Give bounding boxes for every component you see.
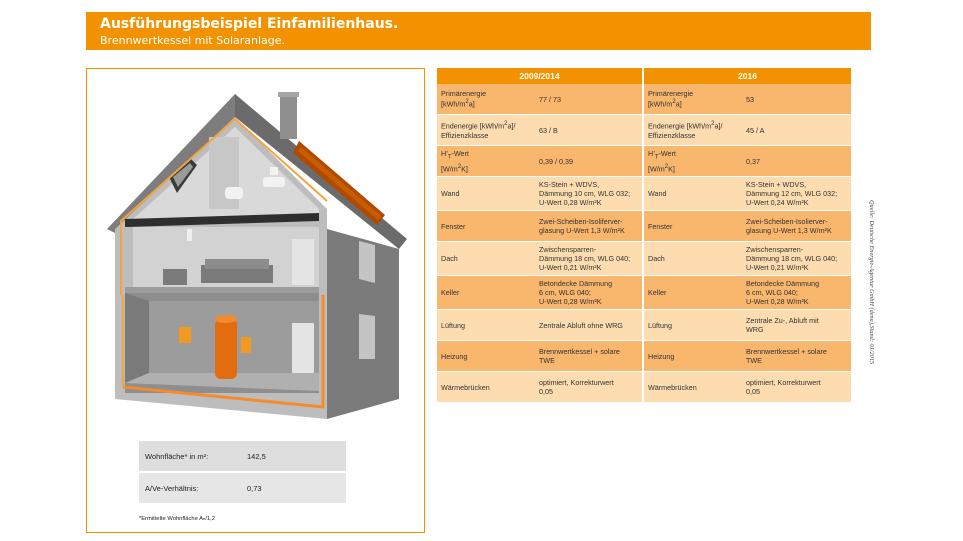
row-label: Lüftung	[644, 310, 742, 341]
row-label: Keller	[437, 276, 535, 310]
value-2009-2014: optimiert, Korrekturwert 0,05	[535, 372, 642, 403]
row-label: Endenergie $[kWh/m^2a]/$ Effizienzklasse	[437, 115, 535, 146]
value-2009-2014: Zentrale Abluft ohne WRG	[535, 310, 642, 341]
table-row	[437, 146, 851, 177]
row-label: Wärmebrücken	[644, 372, 742, 403]
row-label: Lüftung	[437, 310, 535, 341]
table-row	[437, 177, 851, 211]
value-2009-2014: KS-Stein + WDVS, Dämmung 10 cm, WLG 032; U-Wert 0,28 W/m²K	[535, 177, 642, 211]
facts-row-ave	[139, 473, 346, 503]
table-row	[437, 242, 851, 276]
page-subtitle: Brennwertkessel mit Solaranlage.	[100, 34, 286, 47]
row-label: Primärenergie $[kWh/m^2a]$	[437, 84, 535, 115]
title-banner	[86, 12, 871, 50]
value-2016: Zentrale Zu-, Abluft mit WRG	[742, 310, 851, 341]
house-cutaway-illustration	[87, 69, 426, 429]
value-2016: Zwei-Scheiben-Isolierver- glasung U-Wert 1,3 W/m²K	[742, 211, 851, 242]
value-2016: 53	[742, 84, 851, 115]
value-2009-2014: Brennwertkessel + solare TWE	[535, 341, 642, 372]
value-2016: optimiert, Korrekturwert 0,05	[742, 372, 851, 403]
column-header-2009-2014: 2009/2014	[437, 68, 642, 84]
table-row	[437, 341, 851, 372]
table-row	[437, 211, 851, 242]
row-label: Primärenergie $[kWh/m^2a]$	[644, 84, 742, 115]
table-row	[437, 276, 851, 310]
table-row	[437, 84, 851, 115]
house-panel	[86, 68, 425, 533]
facts-list	[139, 441, 346, 505]
facts-label: A/Ve-Verhältnis:	[145, 484, 199, 493]
source-text: Quelle: Deutsche Energie-Agentur GmbH (dena),Stand: 01/2015	[868, 200, 875, 365]
row-label: Wärmebrücken	[437, 372, 535, 403]
facts-value: 0,73	[247, 484, 262, 493]
value-2016: KS-Stein + WDVS, Dämmung 12 cm, WLG 032; U-Wert 0,24 W/m²K	[742, 177, 851, 211]
value-2009-2014: Zwei-Scheiben-Isoliferver- glasung U-Wert 1,3 W/m²K	[535, 211, 642, 242]
table-row	[437, 115, 851, 146]
value-2016: Betondecke Dämmung 6 cm, WLG 040; U-Wert 0,28 W/m²K	[742, 276, 851, 310]
value-2009-2014: 63 / B	[535, 115, 642, 146]
facts-label: Wohnfläche* in m²:	[145, 452, 209, 461]
row-label: Heizung	[644, 341, 742, 372]
row-label: Endenergie $[kWh/m^2a]/$ Effizienzklasse	[644, 115, 742, 146]
row-label: Dach	[644, 242, 742, 276]
spec-table	[437, 68, 851, 403]
row-label: Wand	[644, 177, 742, 211]
row-label: Dach	[437, 242, 535, 276]
row-label: $H’_T$-Wert $[W/m^2K]$	[644, 146, 742, 177]
facts-value: 142,5	[247, 452, 266, 461]
table-row	[437, 310, 851, 341]
value-2009-2014: Betondecke Dämmung 6 cm, WLG 040; U-Wert 0,28 W/m²K	[535, 276, 642, 310]
source-note	[863, 200, 877, 400]
value-2009-2014: 77 / 73	[535, 84, 642, 115]
value-2009-2014: 0,39 / 0,39	[535, 146, 642, 177]
footnote: *Ermittelte Wohnfläche Aₙ/1,2	[139, 516, 215, 522]
value-2016: 0,37	[742, 146, 851, 177]
row-label: Fenster	[644, 211, 742, 242]
value-2016: 45 / A	[742, 115, 851, 146]
value-2009-2014: Zwischensparren- Dämmung 18 cm, WLG 040; U-Wert 0,21 W/m²K	[535, 242, 642, 276]
value-2016: Brennwertkessel + solare TWE	[742, 341, 851, 372]
row-label: Wand	[437, 177, 535, 211]
value-2016: Zwischensparren- Dämmung 18 cm, WLG 040; U-Wert 0,21 W/m²K	[742, 242, 851, 276]
column-header-2016: 2016	[644, 68, 851, 84]
facts-row-wohnflaeche	[139, 441, 346, 471]
row-label: Keller	[644, 276, 742, 310]
row-label: Heizung	[437, 341, 535, 372]
page-title: Ausführungsbeispiel Einfamilienhaus.	[100, 16, 399, 32]
spec-table-body	[437, 84, 851, 403]
table-row	[437, 372, 851, 403]
row-label: Fenster	[437, 211, 535, 242]
row-label: $H’_T$-Wert $[W/m^2K]$	[437, 146, 535, 177]
